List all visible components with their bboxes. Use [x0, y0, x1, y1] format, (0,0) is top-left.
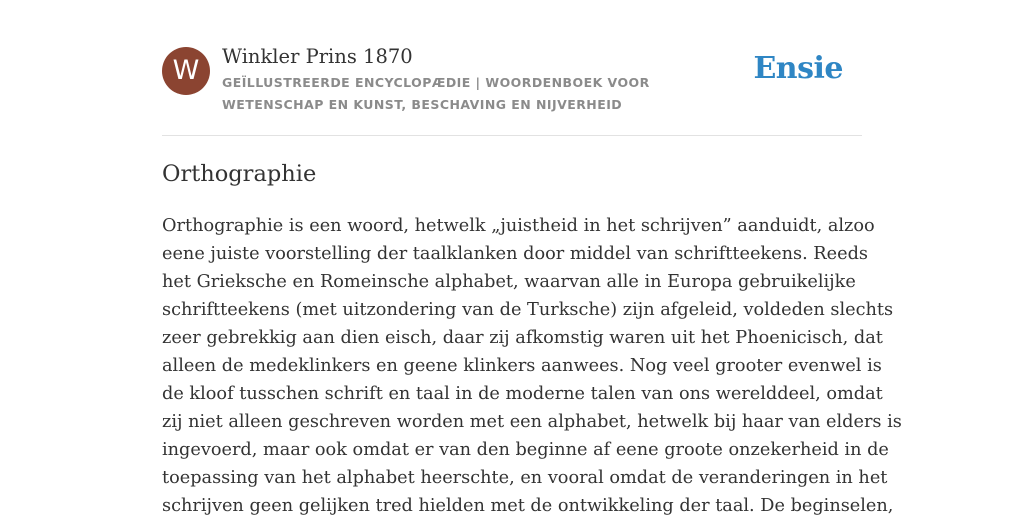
- body-line: toepassing van het alphabet heerschte, en vooral omdat de veranderingen in het: [162, 468, 888, 488]
- body-line: het Grieksche en Romeinsche alphabet, waarvan alle in Europa gebruikelijke: [162, 272, 856, 292]
- source-header: [162, 0, 862, 136]
- ensie-logo-link[interactable]: Ensie: [753, 51, 843, 86]
- body-line: eene juiste voorstelling der taalklanken door middel van schriftteekens. Reeds: [162, 244, 868, 264]
- entry-page: [162, 0, 902, 516]
- body-line: alleen de medeklinkers en geene klinkers aanwees. Nog veel grooter evenwel is: [162, 356, 882, 376]
- body-line: schriftteekens (met uitzondering van de Turksche) zijn afgeleid, voldeden slechts: [162, 300, 894, 320]
- body-line: de kloof tusschen schrift en taal in de moderne talen van ons werelddeel, omdat: [162, 384, 883, 404]
- source-avatar[interactable]: W: [162, 47, 210, 95]
- body-line: zeer gebrekkig aan dien eisch, daar zij afkomstig waren uit het Phoenicisch, dat: [162, 328, 883, 348]
- source-subtitle: GEÏLLUSTREERDE ENCYCLOPÆDIE | WOORDENBOEK VOOR WETENSCHAP EN KUNST, BESCHAVING EN NIJVERHEID: [222, 75, 650, 112]
- source-title[interactable]: Winkler Prins 1870: [222, 45, 413, 68]
- body-line: Orthographie is een woord, hetwelk „juistheid in het schrijven” aanduidt, alzoo: [162, 216, 875, 236]
- entry-body: [162, 212, 902, 520]
- body-line: zij niet alleen geschreven worden met een alphabet, hetwelk bij haar van elders is: [162, 412, 902, 432]
- body-line: schrijven geen gelijken tred hielden met de ontwikkeling der taal. De beginselen,: [162, 496, 894, 516]
- entry-title: Orthographie: [162, 161, 317, 187]
- body-line: ingevoerd, maar ook omdat er van den beginne af eene groote onzekerheid in de: [162, 440, 889, 460]
